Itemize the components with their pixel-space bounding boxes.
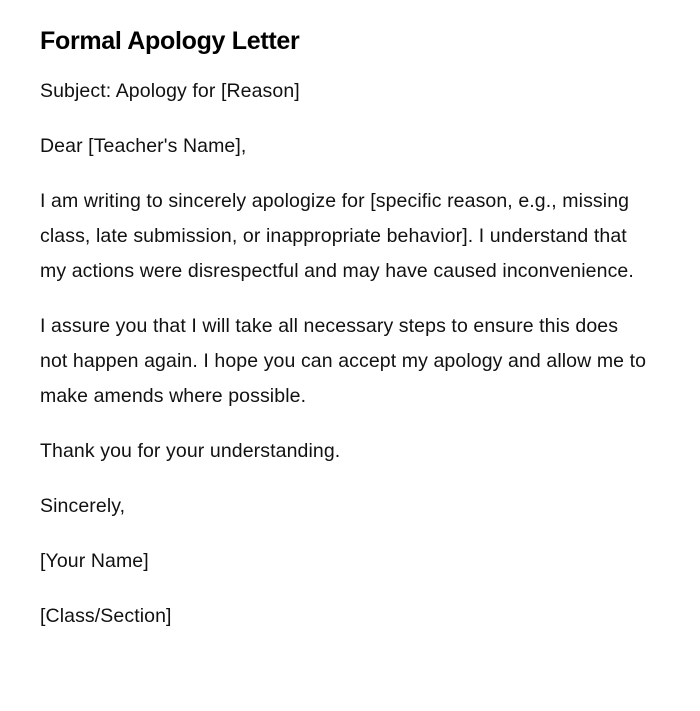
letter-signature-name: [Your Name]: [40, 550, 149, 572]
letter-signature-class: [Class/Section]: [40, 605, 172, 627]
letter-closing: Sincerely,: [40, 495, 126, 517]
letter-title: Formal Apology Letter: [40, 27, 300, 55]
letter-subject: Subject: Apology for [Reason]: [40, 80, 300, 102]
letter-body-paragraph-3: Thank you for your understanding.: [40, 440, 341, 462]
letter-body-paragraph-1: I am writing to sincerely apologize for [specific reason, e.g., missing class, late submission, or inappropriate behavior]. I understand that my actions were disrespectful and may have caused inconvenience.: [40, 190, 634, 282]
letter-salutation: Dear [Teacher's Name],: [40, 135, 247, 157]
letter-body-paragraph-2: I assure you that I will take all necessary steps to ensure this does not happen again. I hope you can accept my apology and allow me to make amends where possible.: [40, 315, 647, 407]
